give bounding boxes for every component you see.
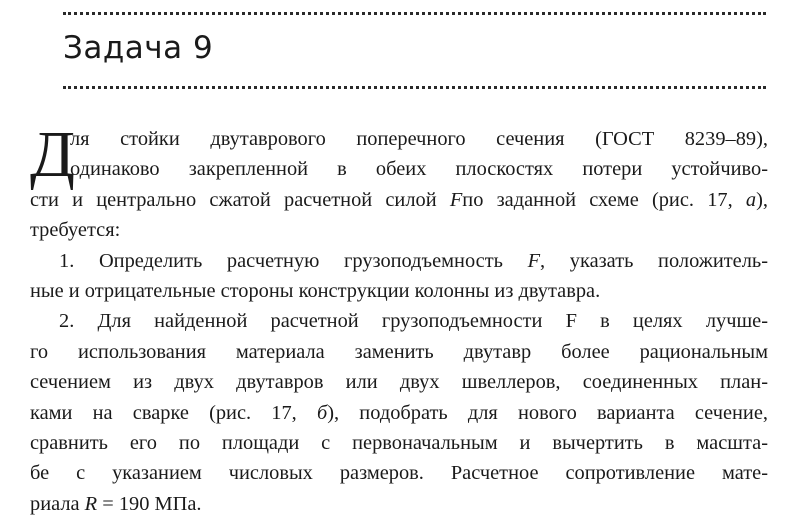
top-dotted-rule [63, 12, 766, 15]
text-line: одинаково закрепленной в обеих плоскостях потери устойчиво- [70, 158, 768, 181]
text-line: риала R = 190 МПа. [30, 492, 202, 515]
drop-cap-letter: Д [30, 118, 76, 191]
list-item-1: 1. Определить расчетную грузоподъемность F, указать положитель- [59, 249, 768, 272]
bottom-dotted-rule [63, 86, 766, 89]
text-line: сечением из двух двутавров или двух швеллеров, соединенных план- [30, 371, 768, 394]
text-line: бе с указанием числовых размеров. Расчетное сопротивление мате- [30, 462, 768, 485]
text-line: ные и отрицательные стороны конструкции колонны из двутавра. [30, 279, 601, 302]
text-line: требуется: [30, 219, 121, 242]
text-line: сти и центрально сжатой расчетной силой Fпо заданной схеме (рис. 17, а), [30, 188, 768, 211]
task-title: Задача 9 [63, 30, 214, 66]
text-line: ля стойки двутаврового поперечного сечения (ГОСТ 8239–89), [70, 128, 768, 150]
problem-statement [30, 118, 768, 519]
text-line: сравнить его по площади с первоначальным и вычертить в масшта- [30, 431, 768, 454]
text-line: го использования материала заменить двутавр более рациональным [30, 340, 768, 363]
text-line: ками на сварке (рис. 17, б), подобрать для нового варианта сечение, [30, 401, 768, 424]
list-item-2: 2. Для найденной расчетной грузоподъемности F в целях лучше- [59, 310, 768, 333]
